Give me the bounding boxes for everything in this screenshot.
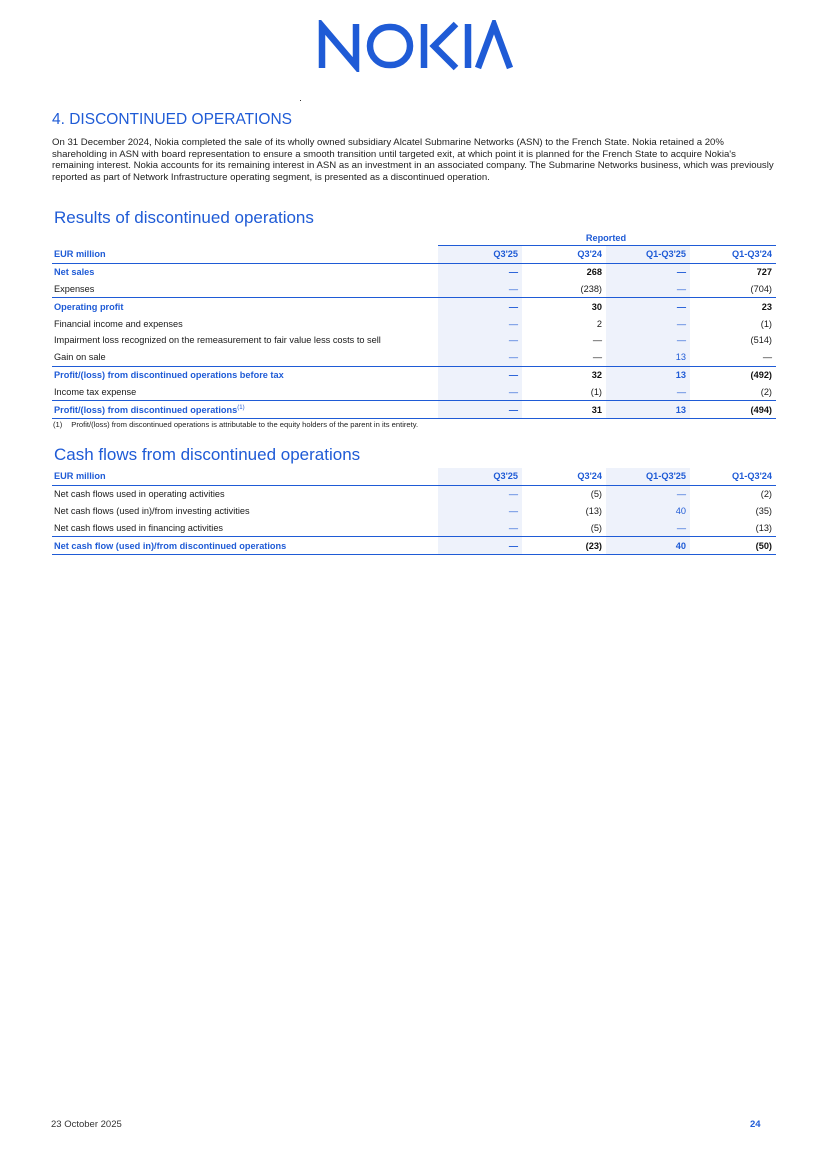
cell: (50) (690, 537, 776, 555)
cell: — (438, 503, 522, 520)
cell: 30 (591, 301, 602, 312)
cell: (1) (760, 318, 772, 329)
cell: 727 (756, 267, 772, 278)
footnote-mark: (1) (53, 420, 63, 429)
table-row (52, 298, 776, 315)
cell: (13) (585, 505, 602, 516)
cell: — (606, 519, 690, 536)
cell: 13 (606, 401, 690, 419)
cell: 31 (522, 401, 606, 419)
section-title: 4. DISCONTINUED OPERATIONS (52, 111, 292, 128)
reported-header-row (52, 231, 776, 246)
cell: — (438, 383, 522, 400)
row-label: Operating profit (54, 301, 124, 312)
row-label: Net cash flows used in operating activities (54, 489, 225, 500)
cell: (23) (522, 537, 606, 555)
footnote-ref: (1) (237, 404, 245, 411)
column-header: Q3'24 (522, 246, 606, 264)
cell: — (606, 332, 690, 349)
cell: (704) (690, 281, 776, 298)
cell: (13) (690, 519, 776, 536)
cashflows-title: Cash flows from discontinued operations (54, 445, 361, 464)
row-label: Net cash flows used in financing activities (52, 519, 438, 536)
cell: 23 (761, 301, 772, 312)
column-header: Q1-Q3'25 (606, 246, 690, 264)
cell: — (690, 349, 776, 366)
cell: (238) (522, 281, 606, 298)
cell: 32 (591, 369, 602, 380)
column-header-label: EUR million (52, 468, 438, 485)
cell: — (438, 366, 522, 383)
cell: (514) (750, 335, 772, 346)
row-label: Net cash flows (used in)/from investing activities (54, 505, 250, 516)
table-row (52, 401, 776, 419)
cell: — (438, 519, 522, 536)
column-header: Q1-Q3'24 (690, 468, 776, 485)
row-label: Income tax expense (52, 383, 438, 400)
cell: — (438, 281, 522, 298)
cell: — (606, 383, 690, 400)
table-row (52, 263, 776, 280)
page-number: 24 (750, 1119, 761, 1130)
intro-paragraph: On 31 December 2024, Nokia completed the sale of its wholly owned subsidiary Alcatel Submarine Networks (ASN) to the French State. Nokia retained a 20% shareholding in ASN with board representation to ensure a smooth transition until targeted exit, at which point it is planned for the French State to acquire Nokia's remaining interest. Nokia accounts for its remaining interest in ASN as an investment in an associated company. The Submarine Networks business, which was previously reported as part of Network Infrastructure operating segment, is presented as a discontinued operation. (52, 137, 774, 183)
cell: — (438, 298, 522, 315)
results-header-row (52, 246, 776, 264)
cell: — (438, 537, 522, 555)
cell: — (606, 315, 690, 332)
cell: 40 (606, 503, 690, 520)
cell: — (522, 349, 606, 366)
row-label: Expenses (52, 281, 438, 298)
footnote (53, 420, 418, 429)
cell: — (438, 332, 522, 349)
table-row (52, 281, 776, 298)
row-label: Profit/(loss) from discontinued operations before tax (54, 369, 284, 380)
table-row (52, 383, 776, 400)
cell: (494) (690, 401, 776, 419)
table-row (52, 315, 776, 332)
reported-label: Reported (438, 231, 776, 246)
cell: — (606, 263, 690, 280)
table-row (52, 366, 776, 383)
results-table (52, 231, 776, 419)
row-label: Net sales (54, 267, 95, 278)
table-row (52, 349, 776, 366)
cell: — (438, 349, 522, 366)
row-label (52, 401, 438, 419)
table-row (52, 332, 776, 349)
cell: 268 (586, 267, 602, 278)
cashflows-table (52, 468, 776, 555)
column-header: Q3'25 (438, 246, 522, 264)
stray-dot (300, 100, 301, 101)
nokia-logo (318, 20, 514, 72)
cell: — (438, 315, 522, 332)
row-label: Gain on sale (52, 349, 438, 366)
table-row (52, 485, 776, 502)
results-title: Results of discontinued operations (54, 208, 314, 227)
cell: — (606, 485, 690, 502)
cell: (2) (760, 489, 772, 500)
table-row (52, 537, 776, 555)
cell: (35) (755, 505, 772, 516)
row-label: Net cash flow (used in)/from discontinued operations (52, 537, 438, 555)
cell: — (606, 281, 690, 298)
cell: (5) (522, 519, 606, 536)
column-header-label: EUR million (52, 246, 438, 264)
cell: — (592, 335, 602, 346)
cell: 2 (596, 318, 602, 329)
row-label-text: Profit/(loss) from discontinued operations (54, 404, 238, 415)
column-header: Q3'24 (522, 468, 606, 485)
cell: (2) (690, 383, 776, 400)
cell: — (438, 485, 522, 502)
cashflows-header-row (52, 468, 776, 485)
cell: 40 (606, 537, 690, 555)
row-label: Impairment loss recognized on the remeasurement to fair value less costs to sell (54, 335, 381, 346)
column-header: Q3'25 (438, 468, 522, 485)
table-row (52, 519, 776, 536)
footnote-text: Profit/(loss) from discontinued operations is attributable to the equity holders of the parent in its entirety. (71, 420, 419, 429)
column-header: Q1-Q3'25 (606, 468, 690, 485)
footer-date: 23 October 2025 (51, 1119, 122, 1130)
table-row (52, 503, 776, 520)
cell: (492) (750, 369, 772, 380)
column-header: Q1-Q3'24 (690, 246, 776, 264)
cell: (1) (522, 383, 606, 400)
cell: (5) (590, 489, 602, 500)
cell: — (438, 401, 522, 419)
cell: — (606, 298, 690, 315)
row-label: Financial income and expenses (54, 318, 183, 329)
cell: 13 (606, 349, 690, 366)
cell: 13 (606, 366, 690, 383)
cell: — (438, 263, 522, 280)
